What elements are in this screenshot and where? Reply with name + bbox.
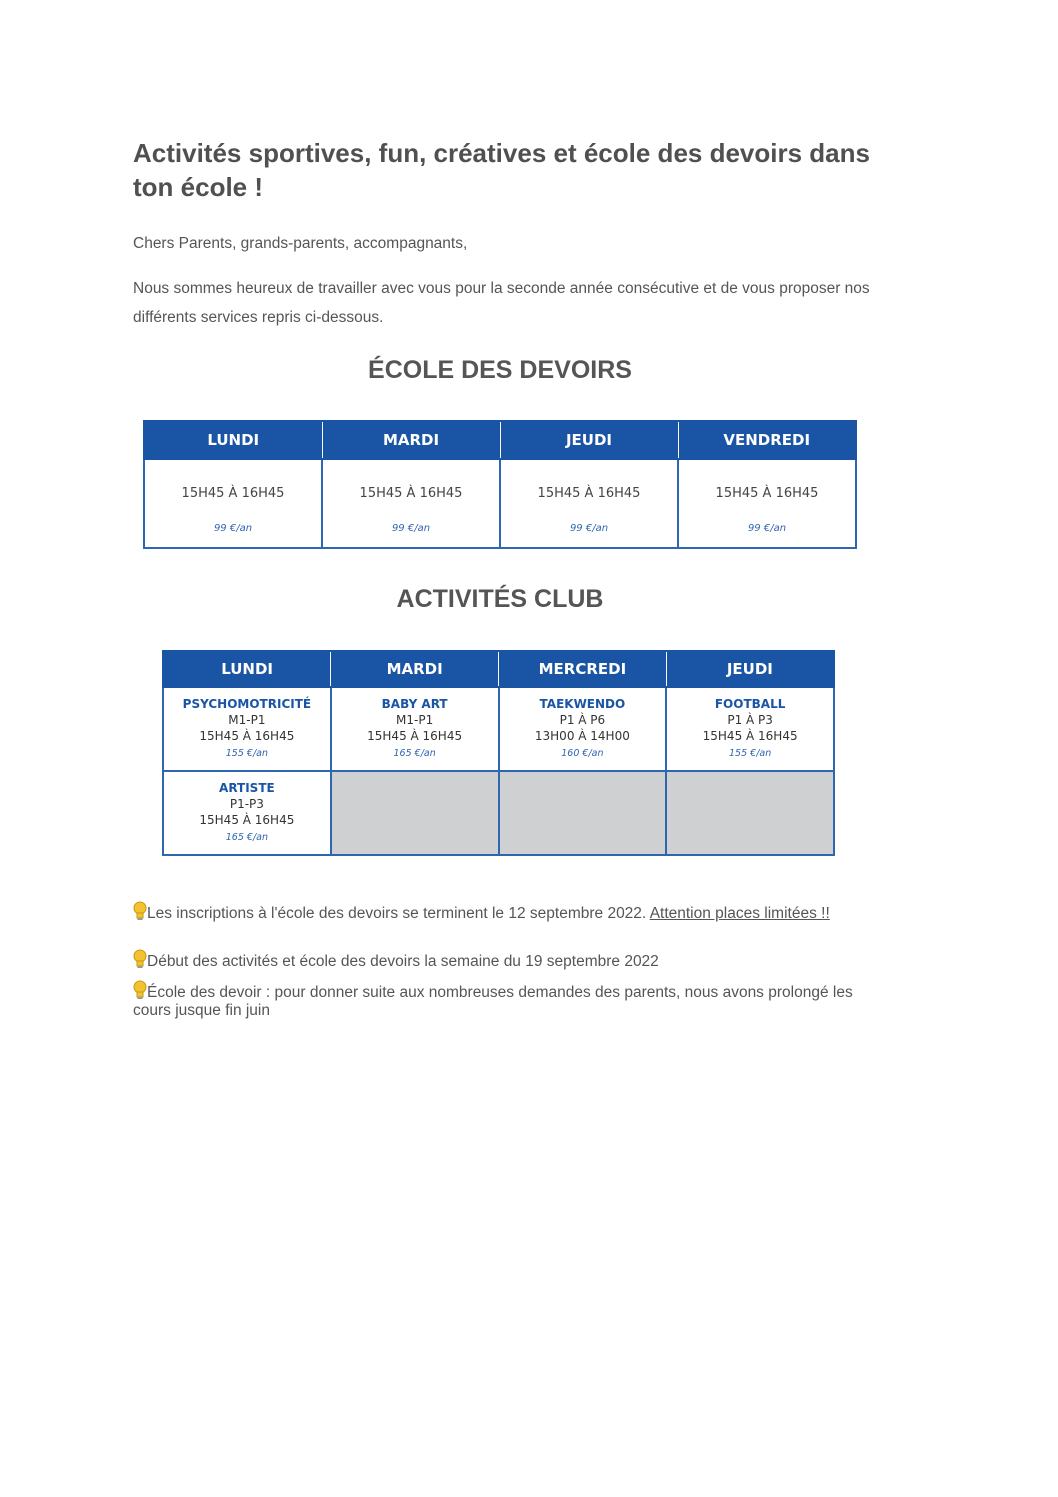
time-slot: 15H45 À 16H45: [181, 486, 285, 501]
table-row: [144, 459, 856, 548]
attention-link[interactable]: Attention places limitées !!: [649, 905, 830, 922]
page-title: Activités sportives, fun, créatives et école des devoirs dans ton école !: [133, 138, 870, 202]
time-slot: 15H45 À 16H45: [537, 486, 641, 501]
price: 160 €/an: [561, 748, 604, 759]
activity-name: FOOTBALL: [714, 697, 786, 711]
activity-cell: [331, 687, 499, 771]
activity-name: ARTISTE: [219, 781, 275, 795]
day-header: LUNDI: [144, 421, 322, 459]
price: 99 €/an: [213, 523, 253, 534]
schedule-cell: [500, 459, 678, 548]
note-text: Les inscriptions à l'école des devoirs se terminent le 12 septembre 2022.: [147, 905, 650, 922]
activity-time: 15H45 À 16H45: [702, 729, 798, 743]
table-row: [163, 687, 834, 771]
day-header: JEUDI: [500, 421, 678, 459]
ecole-des-devoirs-table: [143, 420, 857, 549]
intro-paragraph: Nous sommes heureux de travailler avec vous pour la seconde année consécutive et de vous proposer nos différents services repris ci-dessous.: [133, 280, 870, 326]
schedule-cell: [678, 459, 856, 548]
note-ecole: [133, 980, 863, 1020]
activity-level: P1-P3: [229, 797, 264, 811]
day-header: MARDI: [322, 421, 500, 459]
day-header: JEUDI: [666, 651, 834, 687]
activity-time: 15H45 À 16H45: [367, 729, 463, 743]
day-header: MARDI: [331, 651, 499, 687]
activity-level: M1-P1: [396, 713, 434, 727]
empty-cell: [331, 771, 499, 855]
table-header-row: [163, 651, 834, 687]
greeting: Chers Parents, grands-parents, accompagnants,: [133, 235, 468, 252]
time-slot: 15H45 À 16H45: [715, 486, 819, 501]
price: 165 €/an: [225, 832, 268, 843]
activites-club-title: ACTIVITÉS CLUB: [396, 585, 604, 613]
lightbulb-icon: [133, 949, 147, 969]
activity-cell: [163, 771, 331, 855]
note-inscriptions: [133, 901, 863, 923]
lightbulb-icon: [133, 980, 147, 1000]
price: 155 €/an: [729, 748, 772, 759]
activity-level: M1-P1: [228, 713, 266, 727]
activity-time: 15H45 À 16H45: [199, 813, 295, 827]
day-header: LUNDI: [163, 651, 331, 687]
activites-club-table: [162, 650, 835, 856]
time-slot: 15H45 À 16H45: [359, 486, 463, 501]
price: 99 €/an: [747, 523, 787, 534]
schedule-cell: [144, 459, 322, 548]
empty-cell: [666, 771, 834, 855]
activity-name: TAEKWENDO: [539, 697, 626, 711]
table-row: [163, 771, 834, 855]
price: 155 €/an: [225, 748, 268, 759]
day-header: VENDREDI: [678, 421, 856, 459]
price: 165 €/an: [393, 748, 436, 759]
activity-level: P1 À P3: [727, 713, 773, 727]
activity-cell: [666, 687, 834, 771]
activity-level: P1 À P6: [559, 713, 606, 727]
ecole-des-devoirs-title: ÉCOLE DES DEVOIRS: [368, 356, 632, 384]
activity-cell: [499, 687, 667, 771]
price: 99 €/an: [569, 523, 609, 534]
note-debut: [133, 949, 863, 971]
price: 99 €/an: [391, 523, 431, 534]
activity-time: 15H45 À 16H45: [199, 729, 295, 743]
activity-time: 13H00 À 14H00: [534, 729, 630, 743]
activity-name: PSYCHOMOTRICITÉ: [182, 697, 312, 711]
empty-cell: [499, 771, 667, 855]
note-text: École des devoir : pour donner suite aux nombreuses demandes des parents, nous avons prolongé les cours jusque fin juin: [133, 984, 853, 1019]
day-header: MERCREDI: [499, 651, 667, 687]
activity-name: BABY ART: [381, 697, 448, 711]
note-text: Début des activités et école des devoirs la semaine du 19 septembre 2022: [147, 953, 659, 970]
lightbulb-icon: [133, 901, 147, 921]
activity-cell: [163, 687, 331, 771]
schedule-cell: [322, 459, 500, 548]
table-header-row: [144, 421, 856, 459]
